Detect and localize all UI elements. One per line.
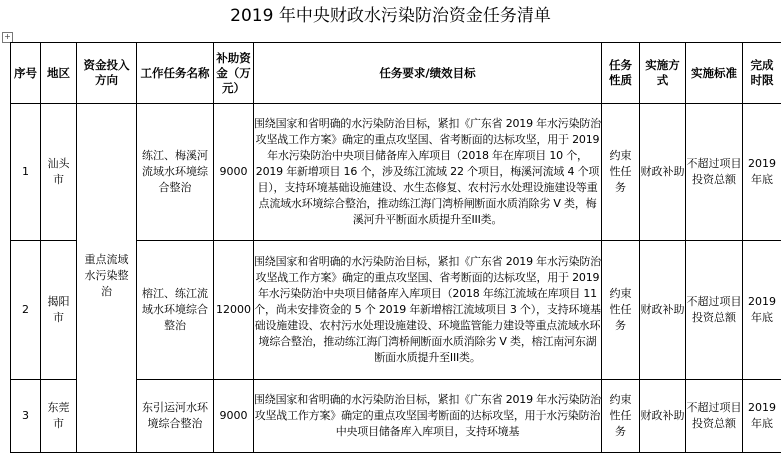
- cell-requirements: 围绕国家和省明确的水污染防治目标，紧扣《广东省 2019 年水污染防治攻坚战工作方案》确定的重点攻坚国、省考断面的达标攻坚，用于 2019 年水污染防治中央项目储备库入库项目（2018 年在库项目 10 个，2019 年新增项目 16 个，涉及练江流域 22 个项目，梅溪河流域 4 个项目），支持环境基础设施建设、水生态修复、农村污水处理设施建设等重点流域水环境综合整治，推动练江海门湾桥闸断面水质消除劣 V 类，梅溪河升平断面水质提升至III类。: [254, 104, 602, 241]
- header-nature-label: 任务性质: [602, 58, 639, 88]
- cell-no: 2: [11, 241, 41, 380]
- header-direction: [77, 43, 137, 104]
- header-method-label: 实施方式: [640, 58, 685, 88]
- cell-task: 练江、梅溪河流域水环境综合整治: [137, 104, 214, 241]
- cell-funds: 9000: [214, 380, 254, 453]
- cell-nature-text: 约束性任务: [602, 286, 639, 334]
- cell-region-text: 东莞市: [41, 400, 76, 432]
- task-table: [10, 42, 781, 453]
- cell-direction-text: 重点流域水污染整治: [77, 252, 136, 300]
- cell-requirements: 围绕国家和省明确的水污染防治目标，紧扣《广东省 2019 年水污染防治攻坚战工作方案》确定的重点攻坚国、省考断面的达标攻坚，用于 2019 年水污染防治中央项目储备库入库项目（2018 年练江流域在库项目 11 个，尚未安排资金的 5 个 2019 年新增榕江流域项目 3 个），支持环境基础设施建设、农村污水处理设施建设、环境监管能力建设等重点流域水环境综合整治，推动练江海门湾桥闸断面水质消除劣 V 类，榕江南河东湖断面水质提升至III类。: [254, 241, 602, 380]
- header-deadline-label: 完成时限: [743, 58, 781, 88]
- cell-nature-text: 约束性任务: [602, 148, 639, 196]
- document-title: 2019 年中央财政水污染防治资金任务清单: [0, 2, 781, 30]
- cell-no: 1: [11, 104, 41, 241]
- cell-region: [41, 104, 77, 241]
- header-task: [137, 43, 214, 104]
- cell-region-text: 揭阳市: [41, 294, 76, 326]
- cell-nature: [602, 104, 640, 241]
- cell-region: [41, 241, 77, 380]
- header-deadline: [743, 43, 781, 104]
- header-task-label: 工作任务名称: [137, 66, 213, 81]
- cell-nature-text: 约束性任务: [602, 392, 639, 440]
- cell-task: 榕江、练江流域水环境综合整治: [137, 241, 214, 380]
- header-nature: [602, 43, 640, 104]
- header-standard: 实施标准: [686, 43, 743, 104]
- cell-region: [41, 380, 77, 453]
- cell-deadline: 2019 年底: [743, 380, 781, 453]
- table-row: [11, 104, 781, 241]
- header-direction-label: 资金投入方向: [77, 58, 136, 88]
- header-funds-label: 补助资金（万元）: [214, 51, 253, 96]
- cell-nature: [602, 241, 640, 380]
- table-move-handle-icon[interactable]: +: [2, 32, 13, 43]
- cell-funds: 12000: [214, 241, 254, 380]
- cell-standard: 不超过项目投资总额: [686, 241, 743, 380]
- header-row: [11, 43, 781, 104]
- cell-standard: 不超过项目投资总额: [686, 104, 743, 241]
- header-requirements: 任务要求/绩效目标: [254, 43, 602, 104]
- cell-region-text: 汕头市: [41, 156, 76, 188]
- cell-method: 财政补助: [640, 380, 686, 453]
- cell-deadline: 2019 年底: [743, 104, 781, 241]
- cell-funds: 9000: [214, 104, 254, 241]
- cell-direction: [77, 104, 137, 453]
- header-method: [640, 43, 686, 104]
- cell-nature: [602, 380, 640, 453]
- cell-task: 东引运河水环境综合整治: [137, 380, 214, 453]
- cell-deadline: 2019 年底: [743, 241, 781, 380]
- cell-method: 财政补助: [640, 104, 686, 241]
- cell-no: 3: [11, 380, 41, 453]
- cell-standard: 不超过项目投资总额: [686, 380, 743, 453]
- header-region: 地区: [41, 43, 77, 104]
- cell-method: 财政补助: [640, 241, 686, 380]
- cell-requirements: 围绕国家和省明确的水污染防治目标，紧扣《广东省 2019 年水污染防治攻坚战工作方案》确定的重点攻坚国考断面的达标攻坚，用于水污染防治中央项目储备库入库项目，支持环境基: [254, 380, 602, 453]
- header-no: 序号: [11, 43, 41, 104]
- header-funds: [214, 43, 254, 104]
